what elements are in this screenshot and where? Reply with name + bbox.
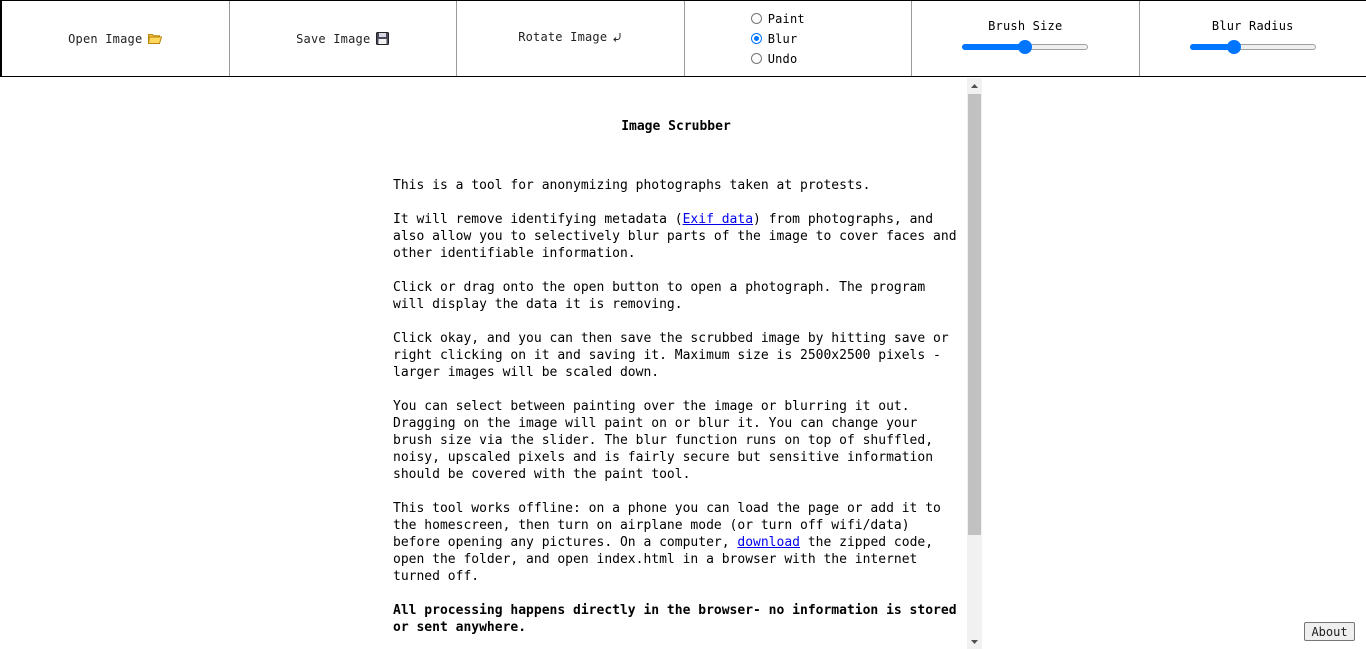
paint-label: Paint (767, 11, 805, 26)
open-image-button[interactable] (68, 32, 162, 46)
blur-radius-slider[interactable] (1190, 39, 1316, 55)
scrollbar-thumb[interactable] (968, 94, 981, 535)
mode-undo-option[interactable] (751, 51, 805, 67)
rotate-arrow-icon (613, 32, 622, 42)
blur-label: Blur (767, 31, 798, 46)
rotate-image-label: Rotate Image (518, 29, 608, 44)
save-paragraph: Click okay, and you can then save the scrubbed image by hitting save or right clicking on it and saving it. Maximum size is 2500x2500 pixels - larger images will be scaled down. (393, 331, 949, 380)
scroll-down-arrow-icon[interactable] (967, 634, 982, 649)
scroll-up-arrow-icon[interactable] (967, 78, 982, 93)
mode-radio-group (751, 11, 805, 67)
open-image-label: Open Image (68, 31, 143, 46)
open-image-cell (2, 1, 230, 76)
info-panel (393, 78, 983, 649)
blur-radius-cell (1140, 1, 1366, 76)
offline-paragraph (393, 500, 959, 585)
folder-icon (148, 33, 162, 44)
privacy-paragraph: All processing happens directly in the browser- no information is stored or sent anywhere. (393, 603, 957, 635)
save-image-label: Save Image (296, 31, 371, 46)
paint-radio[interactable] (751, 13, 762, 24)
metadata-text-after: ) from photographs, and also allow you to selectively blur parts of the image to cover faces and other identifiable information. (393, 212, 957, 261)
blur-radius-label: Blur Radius (1211, 18, 1294, 33)
save-image-cell (230, 1, 458, 76)
mode-cell (685, 1, 913, 76)
exif-data-link[interactable]: Exif data (682, 212, 754, 227)
blur-paragraph: You can select between painting over the image or blurring it out. Dragging on the image will paint on or blur it. You can change your brush size via the slider. The blur function runs on top of shuffled, noisy, upscaled pixels and is fairly secure but sensitive information should be covered with the paint tool. (393, 399, 934, 482)
vertical-scrollbar[interactable] (967, 78, 982, 649)
download-link[interactable]: download (737, 535, 800, 550)
mode-blur-option[interactable] (751, 31, 805, 47)
open-paragraph: Click or drag onto the open button to open a photograph. The program will display the data it is removing. (393, 280, 926, 312)
blur-radius-thumb[interactable] (1227, 40, 1241, 54)
offline-text-before: This tool works offline: on a phone you can load the page or add it to the homescreen, then turn on airplane mode (or turn off wifi/data) before opening any pictures. On a computer, (393, 501, 941, 550)
mode-paint-option[interactable] (751, 11, 805, 27)
brush-size-cell (912, 1, 1140, 76)
toolbar (0, 0, 1366, 77)
undo-radio[interactable] (751, 53, 762, 64)
rotate-image-button[interactable] (518, 30, 622, 44)
metadata-text-before: It will remove identifying metadata ( (393, 212, 683, 227)
about-button[interactable]: About (1304, 622, 1355, 641)
brush-size-label: Brush Size (988, 18, 1063, 33)
blur-radio[interactable] (751, 33, 762, 44)
metadata-paragraph (393, 211, 959, 262)
brush-size-fill (962, 44, 1025, 50)
offline-text-after: the zipped code, open the folder, and open index.html in a browser with the internet turned off. (393, 535, 934, 584)
page-title: Image Scrubber (621, 119, 731, 134)
info-content (393, 78, 959, 649)
rotate-image-cell (457, 1, 685, 76)
undo-label: Undo (767, 51, 798, 66)
save-image-button[interactable] (296, 32, 389, 46)
brush-size-slider[interactable] (962, 39, 1088, 55)
brush-size-thumb[interactable] (1018, 40, 1032, 54)
floppy-disk-icon (376, 32, 389, 45)
intro-paragraph: This is a tool for anonymizing photographs taken at protests. (393, 178, 871, 193)
